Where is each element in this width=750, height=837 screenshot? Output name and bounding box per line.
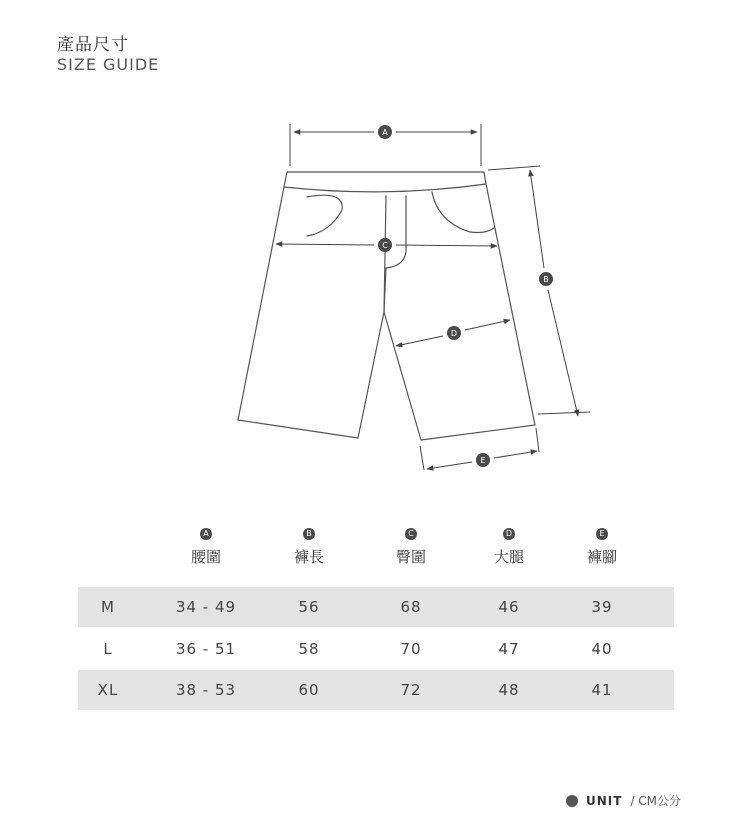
value-cell: 36 - 51 xyxy=(175,640,237,658)
column-badge: C xyxy=(405,528,417,540)
value-cell: 41 xyxy=(591,681,613,699)
unit-label: UNIT xyxy=(586,794,623,808)
title-chinese: 產品尺寸 xyxy=(57,35,129,55)
column-header-waist xyxy=(156,528,256,567)
value-cell: 39 xyxy=(591,598,613,616)
svg-text:C: C xyxy=(382,241,388,250)
value-cell: 38 - 53 xyxy=(175,681,237,699)
value-cell: 68 xyxy=(400,598,422,616)
column-badge: E xyxy=(596,528,608,540)
column-label: 褲長 xyxy=(293,548,324,566)
column-header-leg-opening xyxy=(552,528,652,567)
title-english: SIZE GUIDE xyxy=(57,55,160,74)
svg-text:D: D xyxy=(450,329,458,338)
bullet-icon xyxy=(566,795,578,807)
unit-note xyxy=(566,793,681,809)
marker-d xyxy=(447,326,461,340)
column-label: 褲腳 xyxy=(586,548,617,566)
right-leg-outline xyxy=(384,184,535,440)
table-row xyxy=(78,629,674,669)
column-header-length xyxy=(259,528,359,567)
fly-stitch xyxy=(386,196,406,268)
column-badge: B xyxy=(303,528,315,540)
size-cell: M xyxy=(101,598,115,616)
svg-text:A: A xyxy=(382,128,388,137)
column-header-hip xyxy=(361,528,461,567)
svg-text:E: E xyxy=(480,456,486,465)
table-row xyxy=(78,587,674,627)
left-pocket xyxy=(307,195,342,236)
marker-b xyxy=(539,272,553,286)
marker-a xyxy=(378,125,392,139)
column-label: 臀圍 xyxy=(395,548,426,566)
value-cell: 70 xyxy=(400,640,422,658)
value-cell: 46 xyxy=(498,598,520,616)
unit-value: / CM公分 xyxy=(630,794,682,808)
value-cell: 56 xyxy=(298,598,320,616)
column-badge: A xyxy=(200,528,212,540)
value-cell: 72 xyxy=(400,681,422,699)
marker-c xyxy=(378,238,392,252)
value-cell: 47 xyxy=(498,640,520,658)
column-label: 大腿 xyxy=(493,548,524,566)
waistband-outline xyxy=(284,172,486,192)
size-cell: L xyxy=(103,640,113,658)
size-cell: XL xyxy=(97,681,119,699)
svg-text:B: B xyxy=(543,275,549,284)
marker-e xyxy=(476,453,490,467)
value-cell: 58 xyxy=(298,640,320,658)
column-label: 腰圍 xyxy=(190,548,221,566)
right-pocket xyxy=(432,192,494,233)
column-badge: D xyxy=(503,528,515,540)
table-row xyxy=(78,670,674,710)
value-cell: 60 xyxy=(298,681,320,699)
value-cell: 34 - 49 xyxy=(175,598,237,616)
left-leg-outline xyxy=(238,187,386,438)
column-header-thigh xyxy=(459,528,559,567)
value-cell: 40 xyxy=(591,640,613,658)
value-cell: 48 xyxy=(498,681,520,699)
